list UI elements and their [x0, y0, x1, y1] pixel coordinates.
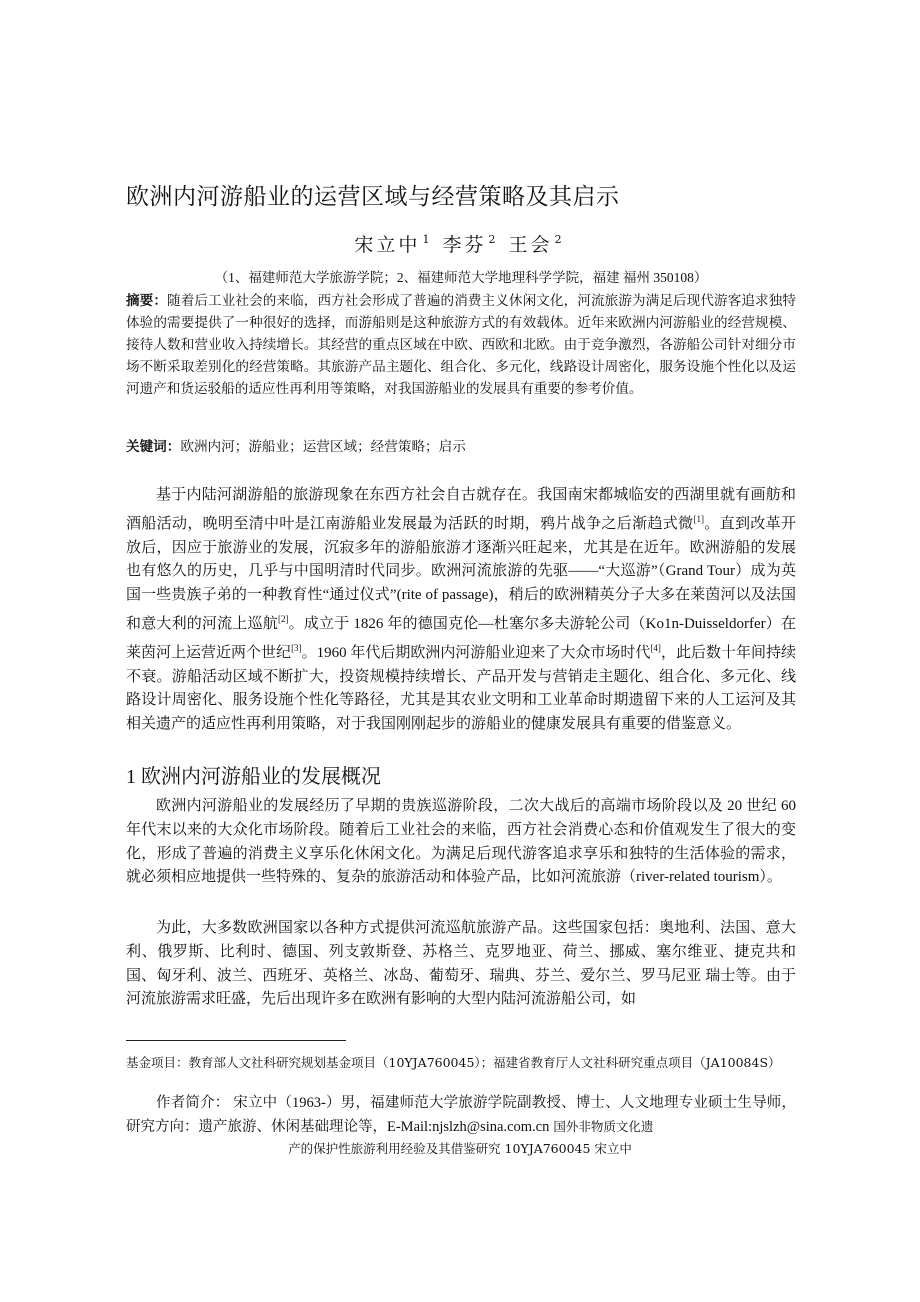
footnote-divider: [126, 1040, 346, 1041]
author-bio-text: 作者简介： 宋立中（1963-）男，福建师范大学旅游学院副教授、博士、人文地理专业硕士生导师，研究方向：遗产旅游、休闲基础理论等，E-Mail:njslzh@sina.com.cn: [126, 1095, 796, 1135]
intro-text: 。成立于 1826 年的德国克伦—杜塞尔多夫游轮公司（Ko1n-Duisseldorfer）在莱茵河上运营近两个世纪: [126, 615, 796, 661]
author-bio-tail: 国外非物质文化遗: [549, 1119, 654, 1134]
intro-text: ，此后数十年间持续不衰。游船活动区域不断扩大，投资规模持续增长、产品开发与营销走主题化、组合化、多元化、线路设计周密化、服务设施个性化等路径，尤其是其农业文明和工业革命时期遗留下来的人工运河及其相关遗产的适应性再利用策略，对于我国刚刚起步的游船业的健康发展具有重要的借鉴意义。: [126, 644, 796, 733]
author-bio: [126, 1092, 796, 1139]
intro-text: 。1960 年代后期欧洲内河游船业迎来了大众市场时代: [301, 644, 651, 661]
author-affil-marker: 2: [488, 233, 496, 246]
section-heading: 1 欧洲内河游船业的发展概况: [126, 766, 381, 788]
author-name: 宋立中: [354, 234, 421, 256]
author-affil-marker: 1: [422, 233, 430, 246]
citation: [3]: [291, 642, 302, 653]
citation: [1]: [693, 513, 704, 524]
abstract: [126, 290, 796, 400]
intro-text: 基于内陆河湖游船的旅游现象在东西方社会自古就存在。我国南宋都城临安的西湖里就有画舫和酒船活动，晚明至清中叶是江南游船业发展最为活跃的时期，鸦片战争之后渐趋式微: [126, 487, 796, 532]
keywords-label: 关键词：: [126, 439, 181, 455]
citation: [2]: [277, 613, 289, 624]
citation: [4]: [650, 642, 661, 653]
author-name: 王会: [508, 234, 553, 256]
author-name: 李芬: [442, 234, 487, 256]
keywords-text: 欧洲内河；游船业；运营区域；经营策略；启示: [180, 439, 466, 455]
keywords: [126, 436, 796, 458]
intro-text: 。直到改革开放后，因应于旅游业的发展，沉寂多年的游船旅游才逐渐兴旺起来，尤其是在近年。欧洲游船的发展也有悠久的历史，几乎与中国明清时代同步。欧洲河流旅游的先驱——“大巡游”（Grand Tour）成为英国一些贵族子弟的一种教育性“通过仪式”(rite of passage)，稍后的欧洲精英分子大多在莱茵河以及法国和意大利的河流上巡航: [126, 515, 796, 632]
project-line: 产的保护性旅游利用经验及其借鉴研究 10YJA760045 宋立中: [288, 1141, 632, 1156]
paper-title: 欧洲内河游船业的运营区域与经营策略及其启示: [126, 184, 620, 210]
body-paragraph: 为此，大多数欧洲国家以各种方式提供河流巡航旅游产品。这些国家包括：奥地利、法国、意大利、俄罗斯、比利时、德国、列支敦斯登、苏格兰、克罗地亚、荷兰、挪威、塞尔维亚、捷克共和国、匈牙利、波兰、西班牙、英格兰、冰岛、葡萄牙、瑞典、芬兰、爱尔兰、罗马尼亚 瑞士等。由于河流旅游需求旺盛，先后出现许多在欧洲有影响的大型内陆河流游船公司，如: [126, 920, 796, 1008]
author-affil-marker: 2: [554, 233, 562, 246]
intro-paragraph: [126, 484, 796, 737]
affiliation: （1、福建师范大学旅游学院；2、福建师范大学地理科学学院，福建 福州 350108）: [214, 270, 708, 285]
body-paragraph: 欧洲内河游船业的发展经历了早期的贵族巡游阶段，二次大战后的高端市场阶段以及 20 世纪 60 年代末以来的大众化市场阶段。随着后工业社会的来临，西方社会消费心态和价值观发生了很大的变化，形成了普遍的消费主义享乐化休闲文化。为满足后现代游客追求享乐和独特的生活体验的需求，就必须相应地提供一些特殊的、复杂的旅游活动和体验产品，比如河流旅游（river-related tourism）。: [126, 798, 796, 886]
funding-note: 基金项目：教育部人文社科研究规划基金项目（10YJA760045）；福建省教育厅人文社科研究重点项目（JA10084S）: [126, 1055, 781, 1070]
author-list: [0, 230, 920, 257]
abstract-text: 随着后工业社会的来临，西方社会形成了普遍的消费主义休闲文化，河流旅游为满足后现代游客追求独特体验的需要提供了一种很好的选择，而游船则是这种旅游方式的有效载体。近年来欧洲内河游船业的经营规模、接待人数和营业收入持续增长。其经营的重点区域在中欧、西欧和北欧。由于竞争激烈，各游船公司针对细分市场不断采取差别化的经营策略。其旅游产品主题化、组合化、多元化，线路设计周密化，服务设施个性化以及运河遗产和货运驳船的适应性再利用等策略，对我国游船业的发展具有重要的参考价值。: [126, 293, 797, 397]
abstract-label: 摘要：: [126, 293, 168, 309]
